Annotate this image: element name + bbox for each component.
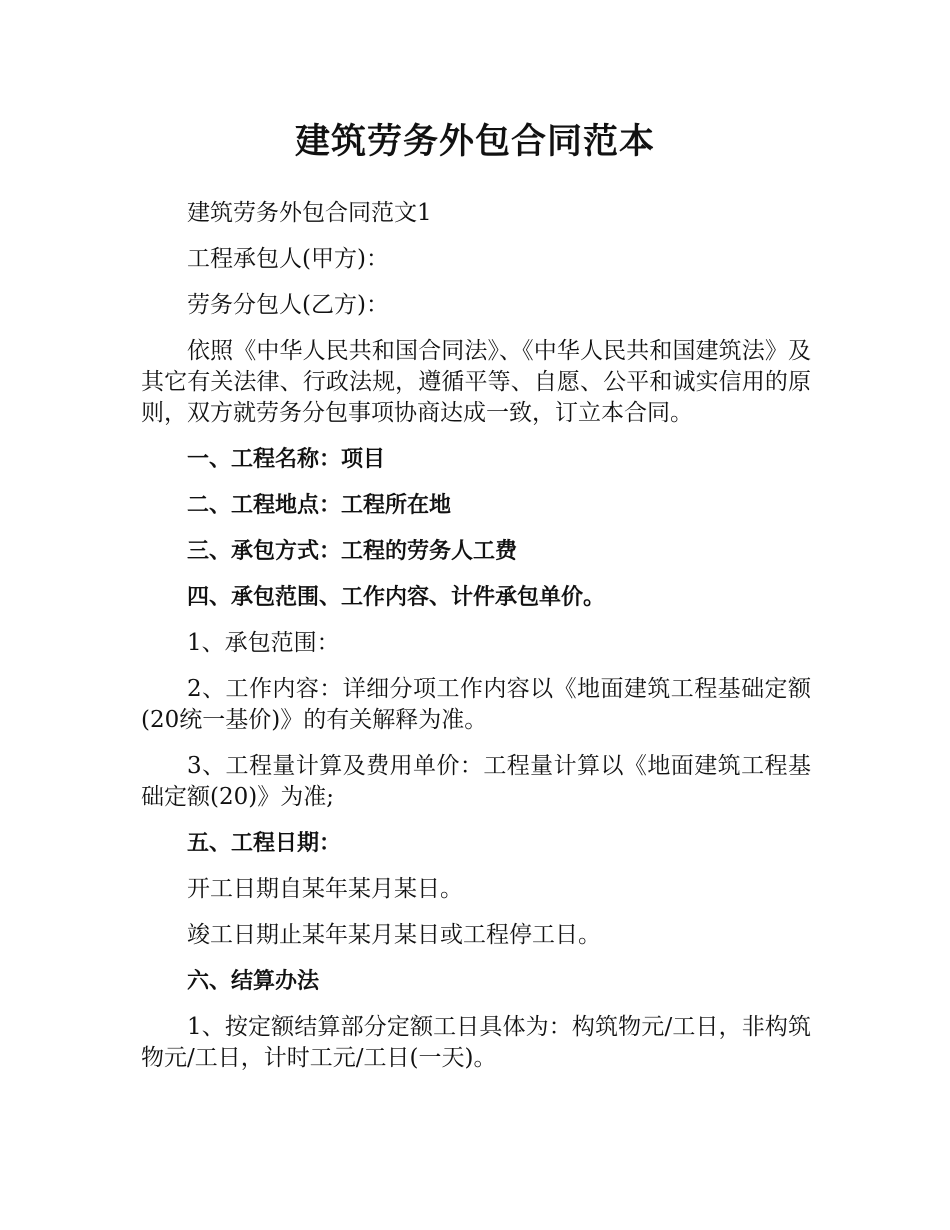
- heading-project-dates: 五、工程日期：: [187, 831, 342, 856]
- paragraph-quantity-pricing: 3、工程量计算及费用单价：工程量计算以《地面建筑工程基础定额(20)》为准;: [141, 753, 811, 810]
- paragraph-work-content: 2、工作内容：详细分项工作内容以《地面建筑工程基础定额(20统一基价)》的有关解释为准。: [141, 676, 811, 733]
- paragraph-scope: 1、承包范围：: [187, 630, 340, 656]
- paragraph-preamble: 依照《中华人民共和国合同法》、《中华人民共和国建筑法》及其它有关法律、行政法规，遵循平等、自愿、公平和诚实信用的原则，双方就劳务分包事项协商达成一致，订立本合同。: [141, 338, 811, 426]
- paragraph-end-date: 竣工日期止某年某月某日或工程停工日。: [187, 922, 601, 948]
- heading-contract-scope: 四、承包范围、工作内容、计件承包单价。: [187, 585, 606, 610]
- heading-contract-method: 三、承包方式：工程的劳务人工费: [187, 539, 518, 564]
- document-title: 建筑劳务外包合同范本: [294, 122, 655, 162]
- paragraph-start-date: 开工日期自某年某月某日。: [187, 876, 463, 902]
- paragraph-settlement-rate: 1、按定额结算部分定额工日具体为：构筑物元/工日，非构筑物元/工日，计时工元/工日(一天)。: [141, 1014, 811, 1071]
- heading-project-name: 一、工程名称：项目: [187, 447, 386, 472]
- heading-project-location: 二、工程地点：工程所在地: [187, 493, 452, 518]
- document-body: [141, 198, 811, 1074]
- paragraph-party-b: 劳务分包人(乙方)：: [187, 292, 389, 318]
- paragraph-party-a: 工程承包人(甲方)：: [187, 246, 389, 272]
- paragraph-subtitle: 建筑劳务外包合同范文1: [187, 200, 432, 226]
- heading-settlement: 六、结算办法: [187, 969, 320, 994]
